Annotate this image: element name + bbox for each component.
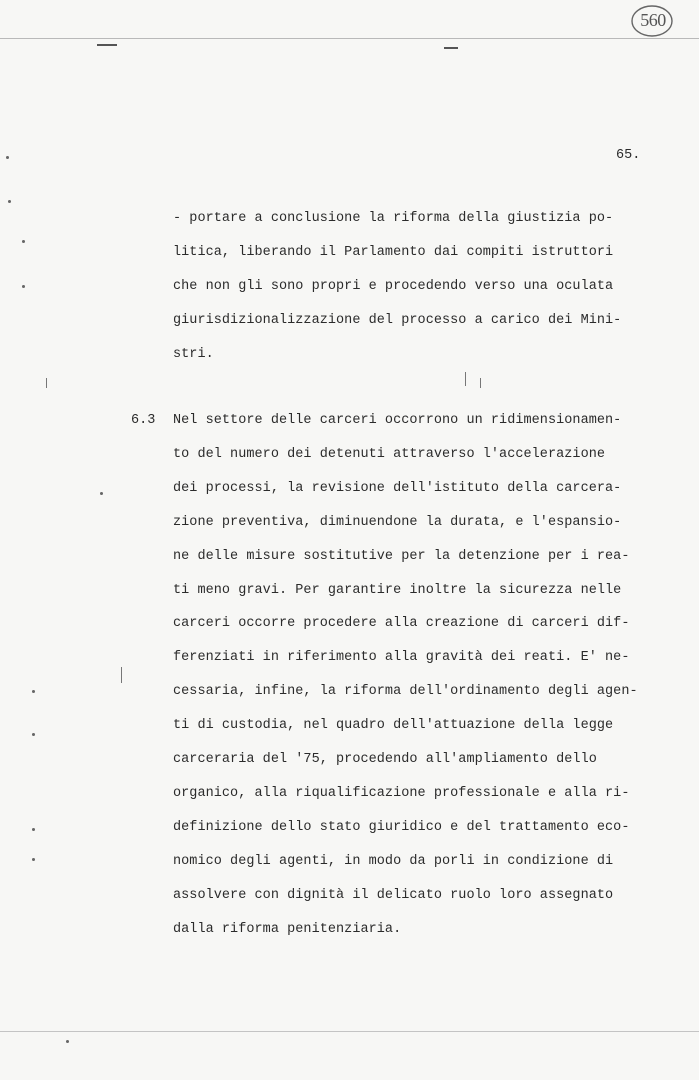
section-number: 6.3: [131, 413, 156, 428]
scan-speck: [22, 285, 25, 288]
scan-speck: [32, 858, 35, 861]
text-line: giurisdizionalizzazione del processo a carico dei Mini-: [173, 313, 622, 328]
scan-speck: [100, 492, 103, 495]
text-line: zione preventiva, diminuendone la durata, e l'espansio-: [173, 515, 622, 530]
text-line: cessaria, infine, la riforma dell'ordinamento degli agen-: [173, 684, 638, 699]
scan-speck: [6, 156, 9, 159]
text-line: stri.: [173, 347, 214, 362]
archive-stamp-number: 560: [640, 10, 666, 30]
text-line: che non gli sono propri e procedendo verso una oculata: [173, 279, 614, 294]
scan-mark: [46, 378, 47, 388]
text-line: litica, liberando il Parlamento dai compiti istruttori: [173, 245, 614, 260]
text-line: ferenziati in riferimento alla gravità dei reati. E' ne-: [173, 650, 630, 665]
scan-speck: [32, 733, 35, 736]
text-line: organico, alla riqualificazione professionale e alla ri-: [173, 786, 630, 801]
page-number: 65.: [616, 148, 641, 163]
text-line: ti meno gravi. Per garantire inoltre la sicurezza nelle: [173, 583, 622, 598]
text-line: dei processi, la revisione dell'istituto della carcera-: [173, 481, 622, 496]
text-line: carceraria del '75, procedendo all'ampliamento dello: [173, 752, 597, 767]
text-line: carceri occorre procedere alla creazione di carceri dif-: [173, 616, 630, 631]
text-line: to del numero dei detenuti attraverso l'accelerazione: [173, 447, 606, 462]
text-line: Nel settore delle carceri occorrono un ridimensionamen-: [173, 413, 622, 428]
scan-edge-top: [0, 38, 699, 39]
text-line: - portare a conclusione la riforma della giustizia po-: [173, 211, 614, 226]
scan-mark: [121, 667, 122, 683]
text-line: dalla riforma penitenziaria.: [173, 922, 402, 937]
scan-mark: [480, 378, 481, 388]
scan-mark: [465, 372, 466, 386]
scan-speck: [22, 240, 25, 243]
scan-edge-bottom: [0, 1031, 699, 1032]
scan-speck: [32, 828, 35, 831]
scan-mark: [444, 47, 458, 49]
text-line: definizione dello stato giuridico e del trattamento eco-: [173, 820, 630, 835]
scan-speck: [8, 200, 11, 203]
text-line: ne delle misure sostitutive per la detenzione per i rea-: [173, 549, 630, 564]
text-line: ti di custodia, nel quadro dell'attuazione della legge: [173, 718, 614, 733]
scan-speck: [32, 690, 35, 693]
scan-speck: [66, 1040, 69, 1043]
text-line: nomico degli agenti, in modo da porli in condizione di: [173, 854, 614, 869]
text-line: assolvere con dignità il delicato ruolo loro assegnato: [173, 888, 614, 903]
scan-mark: [97, 44, 117, 46]
